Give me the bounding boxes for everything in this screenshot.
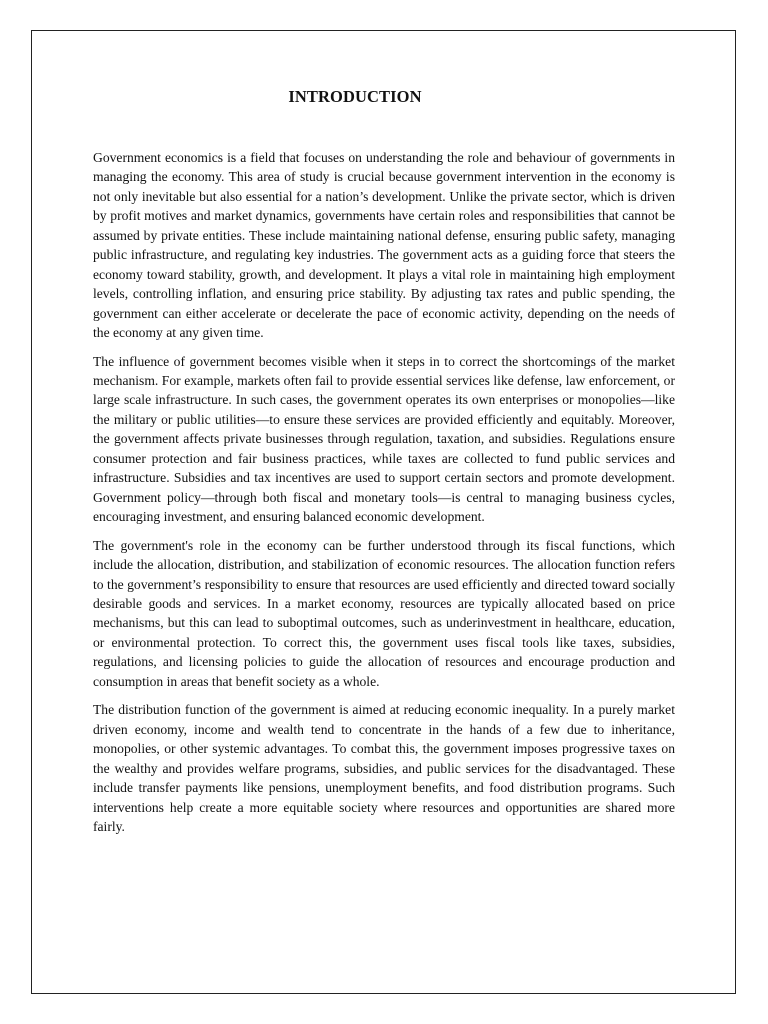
paragraph-3: The government's role in the economy can be further understood through its fiscal functions, which include the allocation, distribution, and stabilization of economic resources. The allocation function refers to the government’s responsibility to ensure that resources are used efficiently and directed toward socially desirable goods and services. In a market economy, resources are typically allocated based on price mechanisms, but this can lead to suboptimal outcomes, such as underinvestment in healthcare, education, or environmental protection. To correct this, the government uses fiscal tools like taxes, subsidies, regulations, and licensing policies to guide the allocation of resources and encourage production and consumption in areas that benefit society as a whole.: [93, 537, 675, 689]
page-title: INTRODUCTION: [288, 87, 422, 106]
document-body: [93, 148, 675, 845]
paragraph-2: The influence of government becomes visible when it steps in to correct the shortcomings of the market mechanism. For example, markets often fail to provide essential services like defense, law enforcement, or large scale infrastructure. In such cases, the government operates its own enterprises or monopolies—like the military or public utilities—to ensure these services are provided efficiently and equitably. Moreover, the government affects private businesses through regulation, taxation, and subsidies. Regulations ensure consumer protection and fair business practices, while taxes are collected to fund public services and infrastructure. Subsidies and tax incentives are used to support certain sectors and promote development. Government policy—through both fiscal and monetary tools—is central to managing business cycles, encouraging investment, and ensuring balanced economic development.: [93, 353, 675, 525]
paragraph-4: The distribution function of the government is aimed at reducing economic inequality. In a purely market driven economy, income and wealth tend to concentrate in the hands of a few due to inheritance, monopolies, or other systemic advantages. To combat this, the government imposes progressive taxes on the wealthy and provides welfare programs, subsidies, and public services for the disadvantaged. These include transfer payments like pensions, unemployment benefits, and food distribution programs. Such interventions help create a more equitable society where resources and opportunities are shared more fairly.: [93, 702, 675, 834]
paragraph-1: Government economics is a field that focuses on understanding the role and behaviour of governments in managing the economy. This area of study is crucial because government intervention in the economy is not only inevitable but also essential for a nation’s development. Unlike the private sector, which is driven by profit motives and market dynamics, governments have certain roles and responsibilities that cannot be assumed by private entities. These include maintaining national defense, ensuring public safety, managing public infrastructure, and regulating key industries. The government acts as a guiding force that steers the economy toward stability, growth, and development. It plays a vital role in maintaining high employment levels, controlling inflation, and ensuring price stability. By adjusting tax rates and public spending, the government can either accelerate or decelerate the pace of economic activity, depending on the needs of the economy at any given time.: [93, 150, 675, 341]
